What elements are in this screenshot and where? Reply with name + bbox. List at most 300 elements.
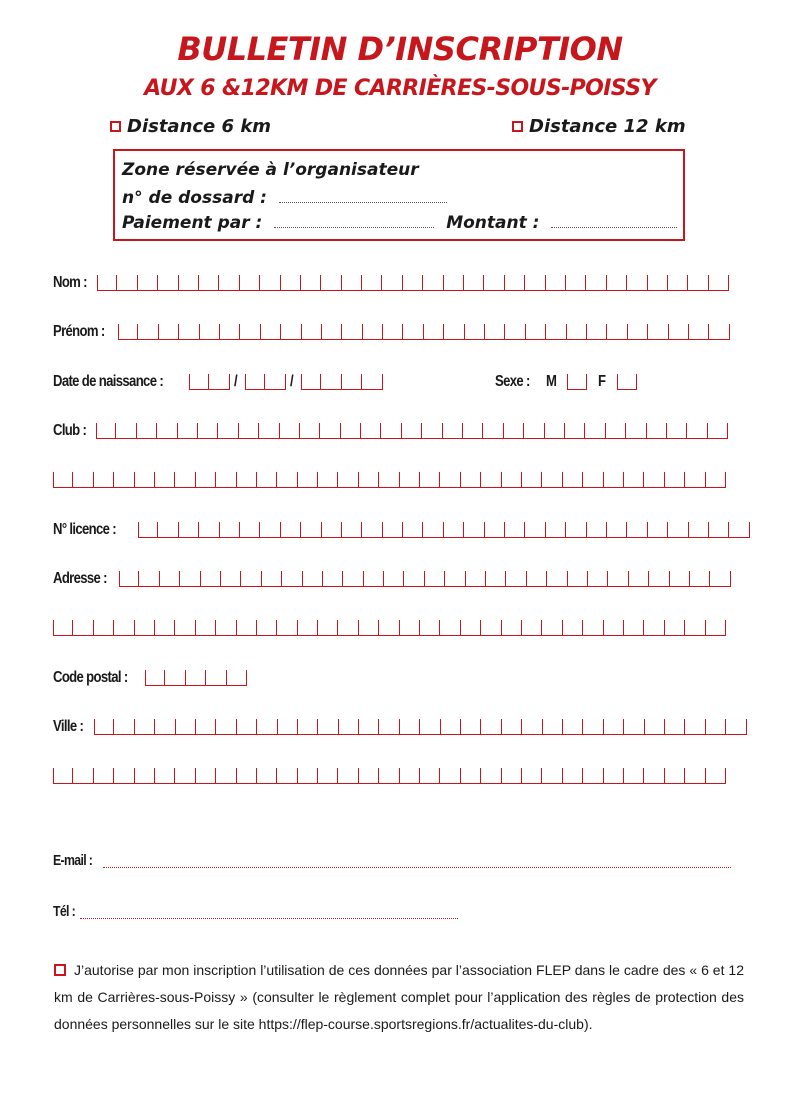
letter-box[interactable] bbox=[624, 472, 644, 488]
letter-box[interactable] bbox=[726, 719, 746, 735]
letter-box[interactable] bbox=[158, 522, 178, 538]
letter-box[interactable] bbox=[565, 423, 585, 439]
letter-box[interactable] bbox=[542, 620, 562, 636]
letter-box[interactable] bbox=[216, 472, 236, 488]
letter-box[interactable] bbox=[607, 275, 627, 291]
letter-box[interactable] bbox=[522, 719, 542, 735]
letter-box[interactable] bbox=[277, 472, 297, 488]
letter-box[interactable] bbox=[566, 275, 586, 291]
letter-box[interactable] bbox=[542, 768, 562, 784]
letter-box[interactable] bbox=[382, 275, 402, 291]
letter-box[interactable] bbox=[587, 522, 607, 538]
letter-box[interactable] bbox=[444, 522, 464, 538]
letter-box[interactable] bbox=[339, 719, 359, 735]
letter-box[interactable] bbox=[644, 620, 664, 636]
birth-day-input[interactable] bbox=[189, 374, 230, 390]
letter-box[interactable] bbox=[587, 324, 607, 340]
letter-box[interactable] bbox=[301, 522, 321, 538]
letter-box[interactable] bbox=[179, 275, 199, 291]
letter-box[interactable] bbox=[94, 620, 114, 636]
letter-box[interactable] bbox=[420, 719, 440, 735]
letter-box[interactable] bbox=[648, 324, 668, 340]
letter-box[interactable] bbox=[257, 472, 277, 488]
payment-field[interactable] bbox=[274, 213, 434, 228]
letter-box[interactable] bbox=[665, 719, 685, 735]
letter-box[interactable] bbox=[400, 719, 420, 735]
letter-box[interactable] bbox=[588, 571, 608, 587]
letter-box[interactable] bbox=[486, 571, 506, 587]
letter-box[interactable] bbox=[481, 768, 501, 784]
letter-box[interactable] bbox=[440, 472, 460, 488]
letter-box[interactable] bbox=[624, 768, 644, 784]
letter-box[interactable] bbox=[504, 423, 524, 439]
letter-box[interactable] bbox=[361, 423, 381, 439]
letter-box[interactable] bbox=[527, 571, 547, 587]
letter-box[interactable] bbox=[685, 620, 705, 636]
consent-checkbox-icon[interactable] bbox=[54, 964, 66, 976]
letter-box[interactable] bbox=[379, 768, 399, 784]
letter-box[interactable] bbox=[73, 620, 93, 636]
letter-box[interactable] bbox=[298, 768, 318, 784]
prenom-input[interactable] bbox=[118, 324, 730, 340]
letter-box[interactable] bbox=[94, 472, 114, 488]
letter-box[interactable] bbox=[586, 275, 606, 291]
nom-input[interactable] bbox=[97, 275, 729, 291]
letter-box[interactable] bbox=[342, 324, 362, 340]
letter-box[interactable] bbox=[135, 719, 155, 735]
letter-box[interactable] bbox=[298, 620, 318, 636]
letter-box[interactable] bbox=[563, 620, 583, 636]
letter-box[interactable] bbox=[708, 423, 728, 439]
amount-field[interactable] bbox=[551, 213, 677, 228]
letter-box[interactable] bbox=[189, 374, 209, 390]
letter-box[interactable] bbox=[155, 620, 175, 636]
letter-box[interactable] bbox=[198, 423, 218, 439]
letter-box[interactable] bbox=[364, 571, 384, 587]
letter-box[interactable] bbox=[138, 522, 158, 538]
letter-box[interactable] bbox=[135, 472, 155, 488]
letter-box[interactable] bbox=[440, 620, 460, 636]
letter-box[interactable] bbox=[359, 620, 379, 636]
letter-box[interactable] bbox=[689, 522, 709, 538]
letter-box[interactable] bbox=[221, 571, 241, 587]
letter-box[interactable] bbox=[160, 571, 180, 587]
letter-box[interactable] bbox=[404, 571, 424, 587]
ville-input[interactable] bbox=[94, 719, 747, 735]
letter-box[interactable] bbox=[465, 324, 485, 340]
letter-box[interactable] bbox=[524, 423, 544, 439]
letter-box[interactable] bbox=[362, 522, 382, 538]
letter-box[interactable] bbox=[384, 571, 404, 587]
letter-box[interactable] bbox=[359, 472, 379, 488]
letter-box[interactable] bbox=[706, 620, 726, 636]
letter-box[interactable] bbox=[563, 768, 583, 784]
letter-box[interactable] bbox=[165, 670, 185, 686]
letter-box[interactable] bbox=[262, 571, 282, 587]
letter-box[interactable] bbox=[53, 620, 73, 636]
letter-box[interactable] bbox=[257, 768, 277, 784]
letter-box[interactable] bbox=[138, 324, 158, 340]
letter-box[interactable] bbox=[301, 275, 321, 291]
letter-box[interactable] bbox=[237, 768, 257, 784]
letter-box[interactable] bbox=[481, 719, 501, 735]
letter-box[interactable] bbox=[706, 719, 726, 735]
letter-box[interactable] bbox=[546, 275, 566, 291]
letter-box[interactable] bbox=[219, 275, 239, 291]
letter-box[interactable] bbox=[547, 571, 567, 587]
letter-box[interactable] bbox=[443, 423, 463, 439]
letter-box[interactable] bbox=[485, 324, 505, 340]
letter-box[interactable] bbox=[444, 275, 464, 291]
letter-box[interactable] bbox=[649, 571, 669, 587]
letter-box[interactable] bbox=[481, 620, 501, 636]
letter-box[interactable] bbox=[502, 472, 522, 488]
letter-box[interactable] bbox=[359, 768, 379, 784]
letter-box[interactable] bbox=[322, 324, 342, 340]
letter-box[interactable] bbox=[114, 768, 134, 784]
letter-box[interactable] bbox=[321, 374, 341, 390]
letter-box[interactable] bbox=[114, 620, 134, 636]
letter-box[interactable] bbox=[522, 620, 542, 636]
letter-box[interactable] bbox=[687, 423, 707, 439]
letter-box[interactable] bbox=[199, 275, 219, 291]
letter-box[interactable] bbox=[568, 571, 588, 587]
letter-box[interactable] bbox=[629, 571, 649, 587]
email-input[interactable] bbox=[103, 866, 731, 868]
letter-box[interactable] bbox=[461, 719, 481, 735]
letter-box[interactable] bbox=[323, 571, 343, 587]
letter-box[interactable] bbox=[216, 768, 236, 784]
letter-box[interactable] bbox=[178, 423, 198, 439]
letter-box[interactable] bbox=[175, 620, 195, 636]
letter-box[interactable] bbox=[626, 423, 646, 439]
letter-box[interactable] bbox=[179, 522, 199, 538]
letter-box[interactable] bbox=[362, 374, 382, 390]
letter-box[interactable] bbox=[583, 620, 603, 636]
letter-box[interactable] bbox=[381, 423, 401, 439]
letter-box[interactable] bbox=[237, 719, 257, 735]
letter-box[interactable] bbox=[379, 719, 399, 735]
letter-box[interactable] bbox=[362, 275, 382, 291]
letter-box[interactable] bbox=[379, 620, 399, 636]
letter-box[interactable] bbox=[196, 719, 216, 735]
letter-box[interactable] bbox=[155, 719, 175, 735]
letter-box[interactable] bbox=[342, 522, 362, 538]
letter-box[interactable] bbox=[180, 571, 200, 587]
letter-box[interactable] bbox=[216, 620, 236, 636]
letter-box[interactable] bbox=[644, 472, 664, 488]
letter-box[interactable] bbox=[116, 423, 136, 439]
letter-box[interactable] bbox=[525, 275, 545, 291]
letter-box[interactable] bbox=[463, 423, 483, 439]
adresse-input[interactable] bbox=[119, 571, 731, 587]
letter-box[interactable] bbox=[260, 275, 280, 291]
letter-box[interactable] bbox=[257, 620, 277, 636]
letter-box[interactable] bbox=[669, 324, 689, 340]
letter-box[interactable] bbox=[298, 472, 318, 488]
letter-box[interactable] bbox=[117, 275, 137, 291]
letter-box[interactable] bbox=[440, 768, 460, 784]
letter-box[interactable] bbox=[644, 768, 664, 784]
letter-box[interactable] bbox=[73, 472, 93, 488]
letter-box[interactable] bbox=[240, 275, 260, 291]
letter-box[interactable] bbox=[318, 472, 338, 488]
letter-box[interactable] bbox=[441, 719, 461, 735]
letter-box[interactable] bbox=[239, 423, 259, 439]
letter-box[interactable] bbox=[522, 768, 542, 784]
letter-box[interactable] bbox=[422, 423, 442, 439]
letter-box[interactable] bbox=[423, 522, 443, 538]
letter-box[interactable] bbox=[200, 324, 220, 340]
letter-box[interactable] bbox=[502, 719, 522, 735]
birth-month-input[interactable] bbox=[245, 374, 286, 390]
distance-6km-option[interactable] bbox=[110, 116, 271, 137]
letter-box[interactable] bbox=[196, 620, 216, 636]
letter-box[interactable] bbox=[420, 768, 440, 784]
letter-box[interactable] bbox=[94, 768, 114, 784]
letter-box[interactable] bbox=[567, 324, 587, 340]
distance-12km-option[interactable] bbox=[512, 116, 686, 137]
letter-box[interactable] bbox=[53, 768, 73, 784]
letter-box[interactable] bbox=[139, 571, 159, 587]
letter-box[interactable] bbox=[685, 472, 705, 488]
letter-box[interactable] bbox=[281, 275, 301, 291]
letter-box[interactable] bbox=[196, 768, 216, 784]
letter-box[interactable] bbox=[624, 620, 644, 636]
letter-box[interactable] bbox=[583, 768, 603, 784]
letter-box[interactable] bbox=[338, 472, 358, 488]
letter-box[interactable] bbox=[157, 423, 177, 439]
checkbox-icon[interactable] bbox=[512, 121, 523, 132]
letter-box[interactable] bbox=[94, 719, 114, 735]
letter-box[interactable] bbox=[624, 719, 644, 735]
letter-box[interactable] bbox=[278, 719, 298, 735]
letter-box[interactable] bbox=[303, 571, 323, 587]
letter-box[interactable] bbox=[302, 324, 322, 340]
letter-box[interactable] bbox=[526, 324, 546, 340]
letter-box[interactable] bbox=[546, 324, 566, 340]
letter-box[interactable] bbox=[53, 472, 73, 488]
letter-box[interactable] bbox=[341, 423, 361, 439]
letter-box[interactable] bbox=[400, 472, 420, 488]
letter-box[interactable] bbox=[485, 522, 505, 538]
letter-box[interactable] bbox=[648, 275, 668, 291]
letter-box[interactable] bbox=[257, 719, 277, 735]
letter-box[interactable] bbox=[240, 522, 260, 538]
letter-box[interactable] bbox=[502, 620, 522, 636]
letter-box[interactable] bbox=[607, 522, 627, 538]
letter-box[interactable] bbox=[118, 324, 138, 340]
letter-box[interactable] bbox=[628, 324, 648, 340]
letter-box[interactable] bbox=[282, 571, 302, 587]
letter-box[interactable] bbox=[176, 719, 196, 735]
letter-box[interactable] bbox=[363, 324, 383, 340]
letter-box[interactable] bbox=[400, 768, 420, 784]
letter-box[interactable] bbox=[301, 374, 321, 390]
letter-box[interactable] bbox=[425, 571, 445, 587]
letter-box[interactable] bbox=[260, 522, 280, 538]
letter-box[interactable] bbox=[546, 522, 566, 538]
letter-box[interactable] bbox=[338, 620, 358, 636]
club-input-line2[interactable] bbox=[53, 472, 726, 488]
letter-box[interactable] bbox=[175, 472, 195, 488]
letter-box[interactable] bbox=[685, 768, 705, 784]
code-postal-input[interactable] bbox=[145, 670, 247, 686]
letter-box[interactable] bbox=[522, 472, 542, 488]
letter-box[interactable] bbox=[607, 324, 627, 340]
letter-box[interactable] bbox=[464, 275, 484, 291]
letter-box[interactable] bbox=[402, 423, 422, 439]
letter-box[interactable] bbox=[670, 571, 690, 587]
letter-box[interactable] bbox=[709, 275, 729, 291]
letter-box[interactable] bbox=[484, 275, 504, 291]
letter-box[interactable] bbox=[403, 522, 423, 538]
letter-box[interactable] bbox=[145, 670, 165, 686]
letter-box[interactable] bbox=[506, 571, 526, 587]
letter-box[interactable] bbox=[155, 472, 175, 488]
letter-box[interactable] bbox=[240, 324, 260, 340]
letter-box[interactable] bbox=[583, 719, 603, 735]
letter-box[interactable] bbox=[241, 571, 261, 587]
letter-box[interactable] bbox=[277, 768, 297, 784]
letter-box[interactable] bbox=[706, 472, 726, 488]
letter-box[interactable] bbox=[606, 423, 626, 439]
letter-box[interactable] bbox=[342, 275, 362, 291]
letter-box[interactable] bbox=[690, 571, 710, 587]
letter-box[interactable] bbox=[322, 522, 342, 538]
club-input[interactable] bbox=[96, 423, 728, 439]
letter-box[interactable] bbox=[461, 620, 481, 636]
letter-box[interactable] bbox=[668, 275, 688, 291]
ville-input-line2[interactable] bbox=[53, 768, 726, 784]
sexe-f-box[interactable] bbox=[617, 374, 637, 390]
letter-box[interactable] bbox=[206, 670, 226, 686]
letter-box[interactable] bbox=[647, 423, 667, 439]
letter-box[interactable] bbox=[259, 423, 279, 439]
letter-box[interactable] bbox=[709, 324, 729, 340]
letter-box[interactable] bbox=[220, 324, 240, 340]
letter-box[interactable] bbox=[525, 522, 545, 538]
letter-box[interactable] bbox=[383, 522, 403, 538]
letter-box[interactable] bbox=[245, 374, 265, 390]
letter-box[interactable] bbox=[379, 472, 399, 488]
letter-box[interactable] bbox=[280, 423, 300, 439]
letter-box[interactable] bbox=[298, 719, 318, 735]
letter-box[interactable] bbox=[665, 768, 685, 784]
letter-box[interactable] bbox=[281, 522, 301, 538]
letter-box[interactable] bbox=[199, 522, 219, 538]
letter-box[interactable] bbox=[155, 768, 175, 784]
letter-box[interactable] bbox=[403, 275, 423, 291]
letter-box[interactable] bbox=[706, 768, 726, 784]
letter-box[interactable] bbox=[218, 423, 238, 439]
letter-box[interactable] bbox=[281, 324, 301, 340]
letter-box[interactable] bbox=[135, 620, 155, 636]
letter-box[interactable] bbox=[563, 719, 583, 735]
letter-box[interactable] bbox=[604, 620, 624, 636]
letter-box[interactable] bbox=[563, 472, 583, 488]
letter-box[interactable] bbox=[542, 472, 562, 488]
letter-box[interactable] bbox=[424, 324, 444, 340]
adresse-input-line2[interactable] bbox=[53, 620, 726, 636]
letter-box[interactable] bbox=[300, 423, 320, 439]
letter-box[interactable] bbox=[216, 719, 236, 735]
tel-input[interactable] bbox=[80, 917, 458, 919]
letter-box[interactable] bbox=[186, 670, 206, 686]
letter-box[interactable] bbox=[543, 719, 563, 735]
letter-box[interactable] bbox=[608, 571, 628, 587]
letter-box[interactable] bbox=[321, 275, 341, 291]
letter-box[interactable] bbox=[342, 374, 362, 390]
letter-box[interactable] bbox=[710, 571, 730, 587]
letter-box[interactable] bbox=[709, 522, 729, 538]
letter-box[interactable] bbox=[627, 275, 647, 291]
letter-box[interactable] bbox=[158, 275, 178, 291]
letter-box[interactable] bbox=[461, 472, 481, 488]
letter-box[interactable] bbox=[420, 620, 440, 636]
letter-box[interactable] bbox=[201, 571, 221, 587]
letter-box[interactable] bbox=[505, 275, 525, 291]
letter-box[interactable] bbox=[237, 472, 257, 488]
letter-box[interactable] bbox=[566, 522, 586, 538]
letter-box[interactable] bbox=[505, 324, 525, 340]
letter-box[interactable] bbox=[464, 522, 484, 538]
letter-box[interactable] bbox=[461, 768, 481, 784]
letter-box[interactable] bbox=[175, 768, 195, 784]
letter-box[interactable] bbox=[137, 423, 157, 439]
letter-box[interactable] bbox=[179, 324, 199, 340]
letter-box[interactable] bbox=[483, 423, 503, 439]
dossard-field[interactable] bbox=[279, 188, 447, 203]
letter-box[interactable] bbox=[220, 522, 240, 538]
letter-box[interactable] bbox=[209, 374, 229, 390]
letter-box[interactable] bbox=[338, 768, 358, 784]
letter-box[interactable] bbox=[665, 620, 685, 636]
letter-box[interactable] bbox=[135, 768, 155, 784]
letter-box[interactable] bbox=[585, 423, 605, 439]
letter-box[interactable] bbox=[96, 423, 116, 439]
letter-box[interactable] bbox=[261, 324, 281, 340]
letter-box[interactable] bbox=[604, 719, 624, 735]
letter-box[interactable] bbox=[627, 522, 647, 538]
letter-box[interactable] bbox=[318, 719, 338, 735]
letter-box[interactable] bbox=[604, 768, 624, 784]
letter-box[interactable] bbox=[688, 275, 708, 291]
letter-box[interactable] bbox=[466, 571, 486, 587]
letter-box[interactable] bbox=[481, 472, 501, 488]
letter-box[interactable] bbox=[318, 768, 338, 784]
licence-input[interactable] bbox=[138, 522, 750, 538]
letter-box[interactable] bbox=[665, 472, 685, 488]
sexe-m-box[interactable] bbox=[567, 374, 587, 390]
letter-box[interactable] bbox=[359, 719, 379, 735]
letter-box[interactable] bbox=[119, 571, 139, 587]
letter-box[interactable] bbox=[604, 472, 624, 488]
letter-box[interactable] bbox=[320, 423, 340, 439]
letter-box[interactable] bbox=[668, 522, 688, 538]
letter-box[interactable] bbox=[159, 324, 179, 340]
letter-box[interactable] bbox=[567, 374, 587, 390]
letter-box[interactable] bbox=[645, 719, 665, 735]
letter-box[interactable] bbox=[196, 472, 216, 488]
checkbox-icon[interactable] bbox=[110, 121, 121, 132]
birth-year-input[interactable] bbox=[301, 374, 383, 390]
letter-box[interactable] bbox=[505, 522, 525, 538]
letter-box[interactable] bbox=[97, 275, 117, 291]
letter-box[interactable] bbox=[403, 324, 423, 340]
letter-box[interactable] bbox=[138, 275, 158, 291]
letter-box[interactable] bbox=[545, 423, 565, 439]
